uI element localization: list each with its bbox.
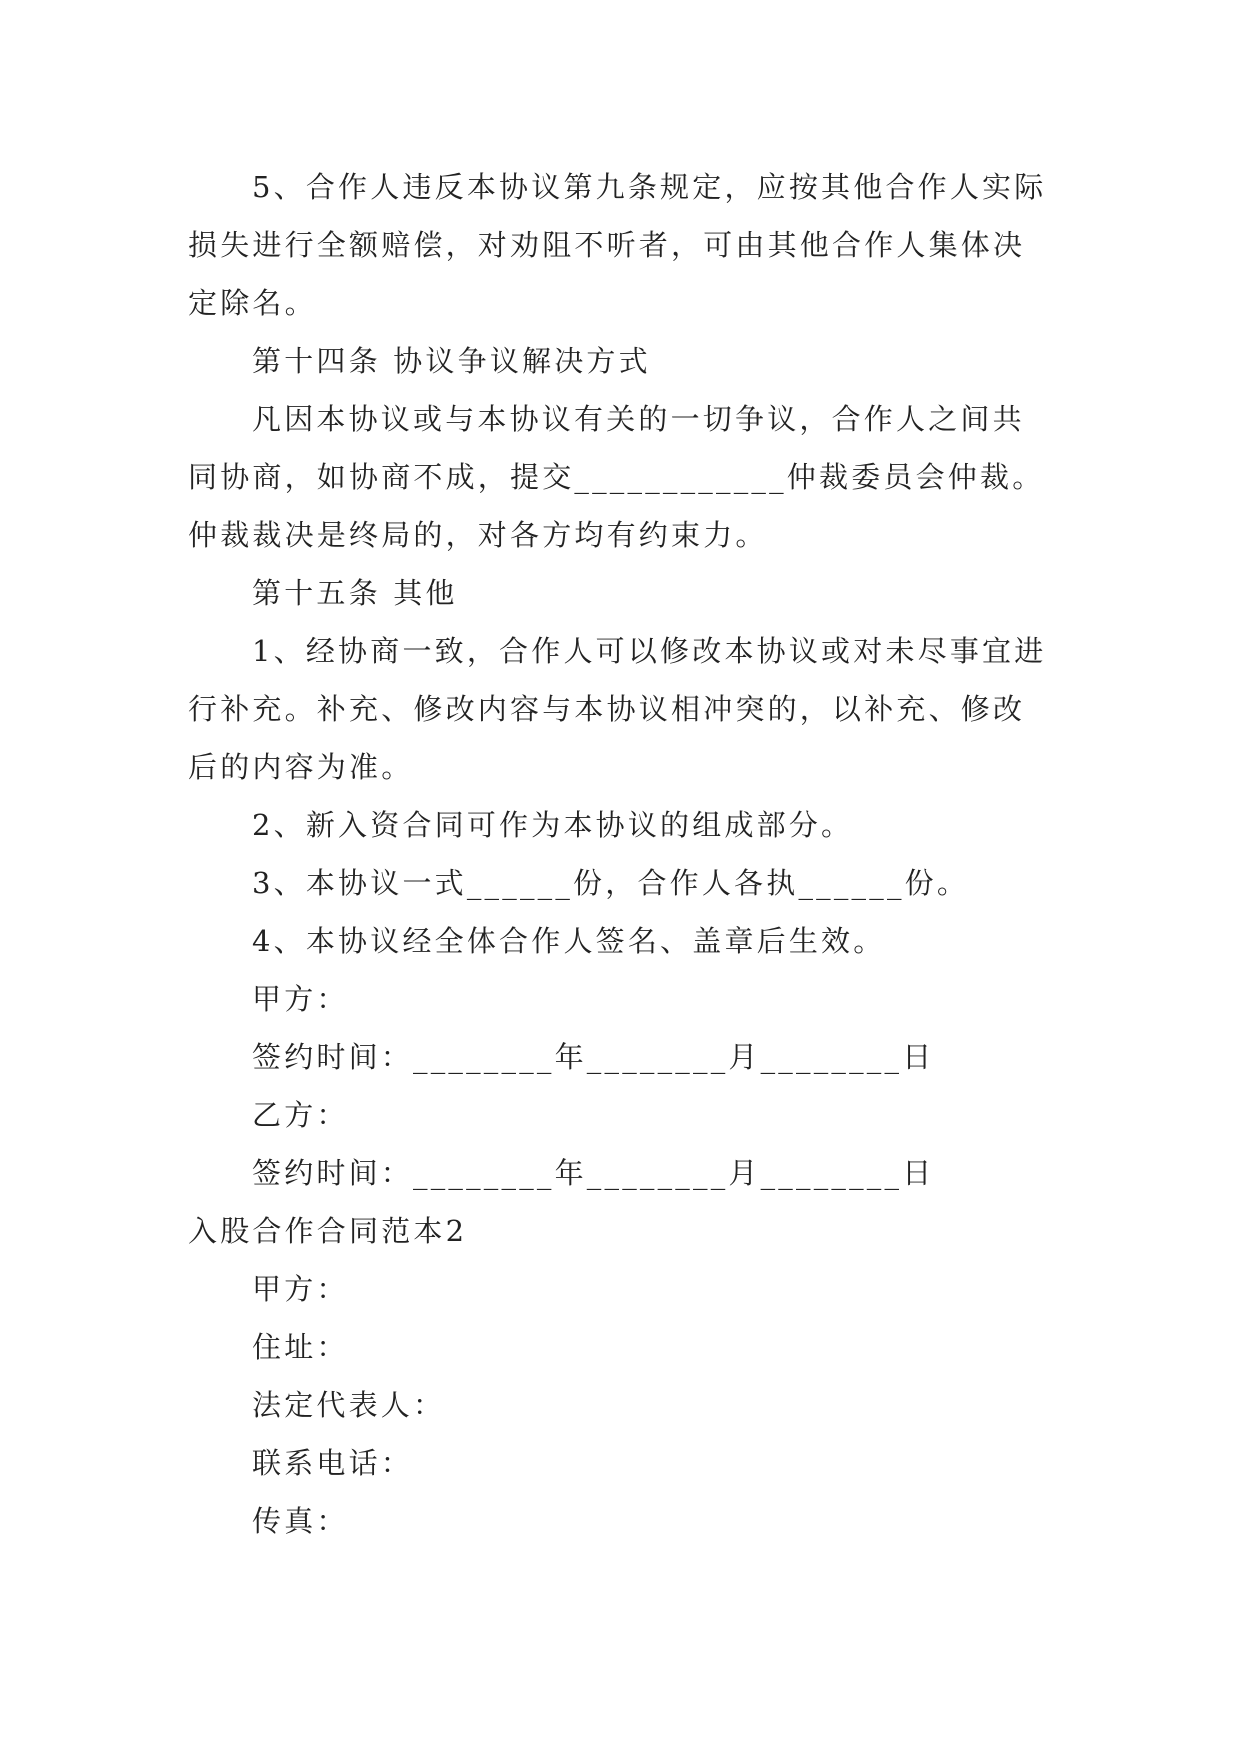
party-a-signing-date: 签约时间：________年________月________日 bbox=[252, 1040, 935, 1074]
template-2-fax: 传真： bbox=[252, 1504, 349, 1538]
template-2-phone: 联系电话： bbox=[252, 1446, 414, 1480]
party-b-signature-label: 乙方： bbox=[252, 1098, 349, 1132]
template-2-legal-rep: 法定代表人： bbox=[252, 1388, 446, 1422]
template-2-address: 住址： bbox=[252, 1330, 349, 1364]
article-14-body: 凡因本协议或与本协议有关的一切争议，合作人之间共同协商，如协商不成，提交____________仲裁委员会仲裁。仲裁裁决是终局的，对各方均有约束力。 bbox=[188, 402, 1045, 552]
article-14-heading: 第十四条 协议争议解决方式 bbox=[252, 344, 651, 378]
document-body bbox=[188, 158, 1053, 1550]
article-15-heading: 第十五条 其他 bbox=[252, 576, 458, 610]
party-b-signing-date: 签约时间：________年________月________日 bbox=[252, 1156, 935, 1190]
template-2-title: 入股合作合同范本2 bbox=[188, 1214, 468, 1248]
article-15-item-4: 4、本协议经全体合作人签名、盖章后生效。 bbox=[252, 924, 886, 958]
clause-13-item-5: 5、合作人违反本协议第九条规定，应按其他合作人实际损失进行全额赔偿，对劝阻不听者，可由其他合作人集体决定除名。 bbox=[188, 170, 1047, 320]
article-15-item-3: 3、本协议一式______份，合作人各执______份。 bbox=[252, 866, 970, 900]
party-a-signature-label: 甲方： bbox=[252, 982, 349, 1016]
article-15-item-2: 2、新入资合同可作为本协议的组成部分。 bbox=[252, 808, 854, 842]
article-15-item-1: 1、经协商一致，合作人可以修改本协议或对未尽事宜进行补充。补充、修改内容与本协议相冲突的，以补充、修改后的内容为准。 bbox=[188, 634, 1047, 784]
template-2-party-a: 甲方： bbox=[252, 1272, 349, 1306]
